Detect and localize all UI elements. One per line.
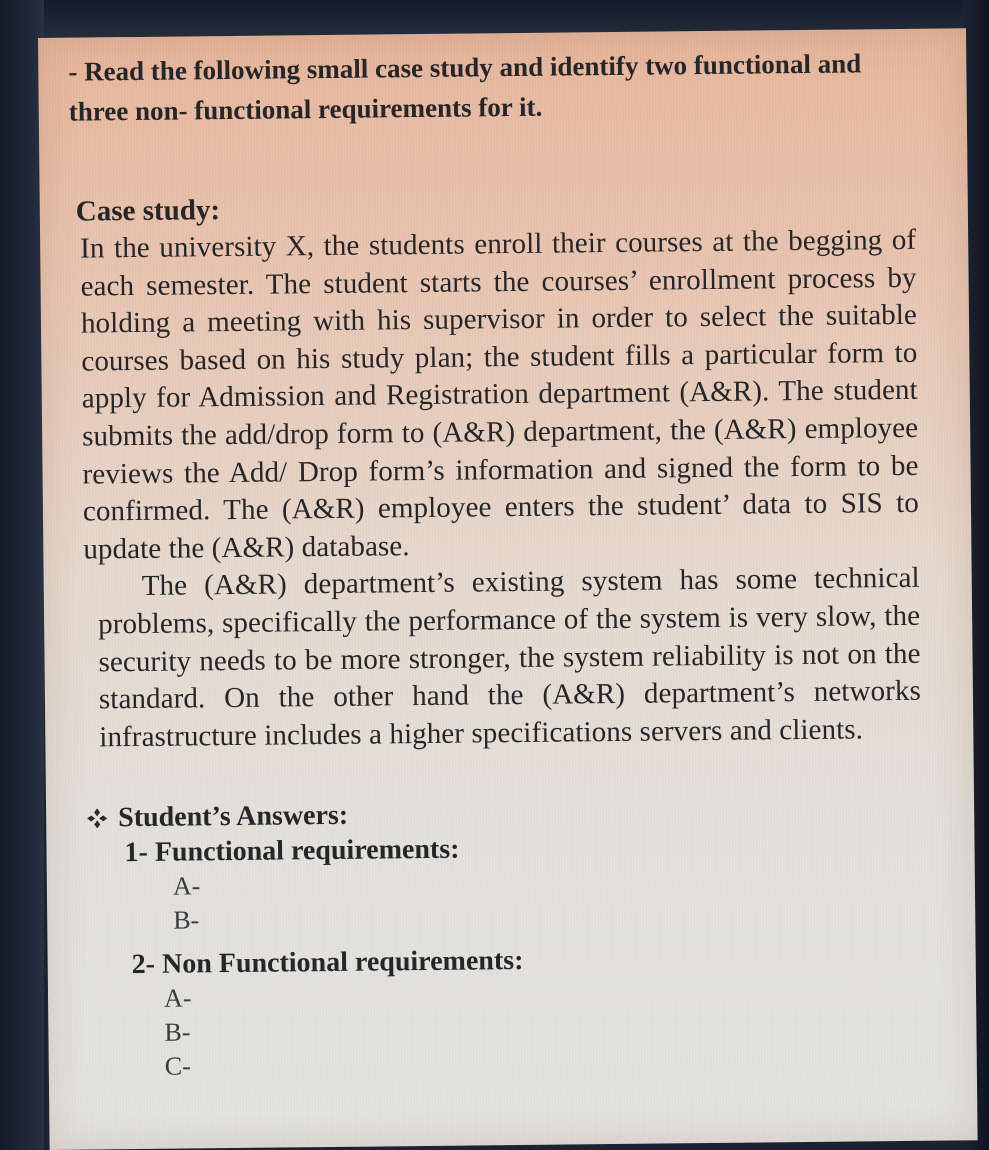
student-answers-section <box>86 792 925 1085</box>
functional-requirements-heading: 1- Functional requirements: <box>124 833 460 869</box>
case-study-title: Case study: <box>75 194 221 228</box>
student-answers-title: Student’s Answers: <box>118 800 349 834</box>
diamond-bullet-icon <box>86 808 108 830</box>
non-functional-item-c: C- <box>164 1051 191 1082</box>
functional-item-a: A- <box>172 871 201 901</box>
non-functional-item-b: B- <box>164 1017 191 1048</box>
document-page <box>38 28 978 1150</box>
case-study-paragraph-1: In the university X, the students enroll their courses at the begging of each semester. The student starts the courses’ enrollment process by holding a meeting with his supervisor in order to select the suitable courses based on his study plan; the student fills a particular form to apply for Admission and Registration department (A&R). The student submits the add/drop form to (A&R) department, the (A&R) employee reviews the Add/ Drop form’s information and signed the form to be confirmed. The (A&R) employee enters the student’ data to SIS to update the (A&R) database. <box>80 223 920 566</box>
non-functional-item-a: A- <box>163 983 192 1014</box>
non-functional-requirements-heading: 2- Non Functional requirements: <box>131 945 524 981</box>
instruction-heading: - Read the following small case study and identify two functional and three non- functional requirements for it. <box>68 48 862 127</box>
case-study-paragraph-2: The (A&R) department’s existing system has some technical problems, specifically the performance of the system is very slow, the security needs to be more stronger, the system reliability is not on the standard. On the other hand the (A&R) department’s networks infrastructure includes a higher specifications servers and clients. <box>97 562 922 754</box>
functional-item-b: B- <box>173 905 200 935</box>
document-content <box>68 43 925 1085</box>
monitor-bezel-left <box>0 0 44 1150</box>
